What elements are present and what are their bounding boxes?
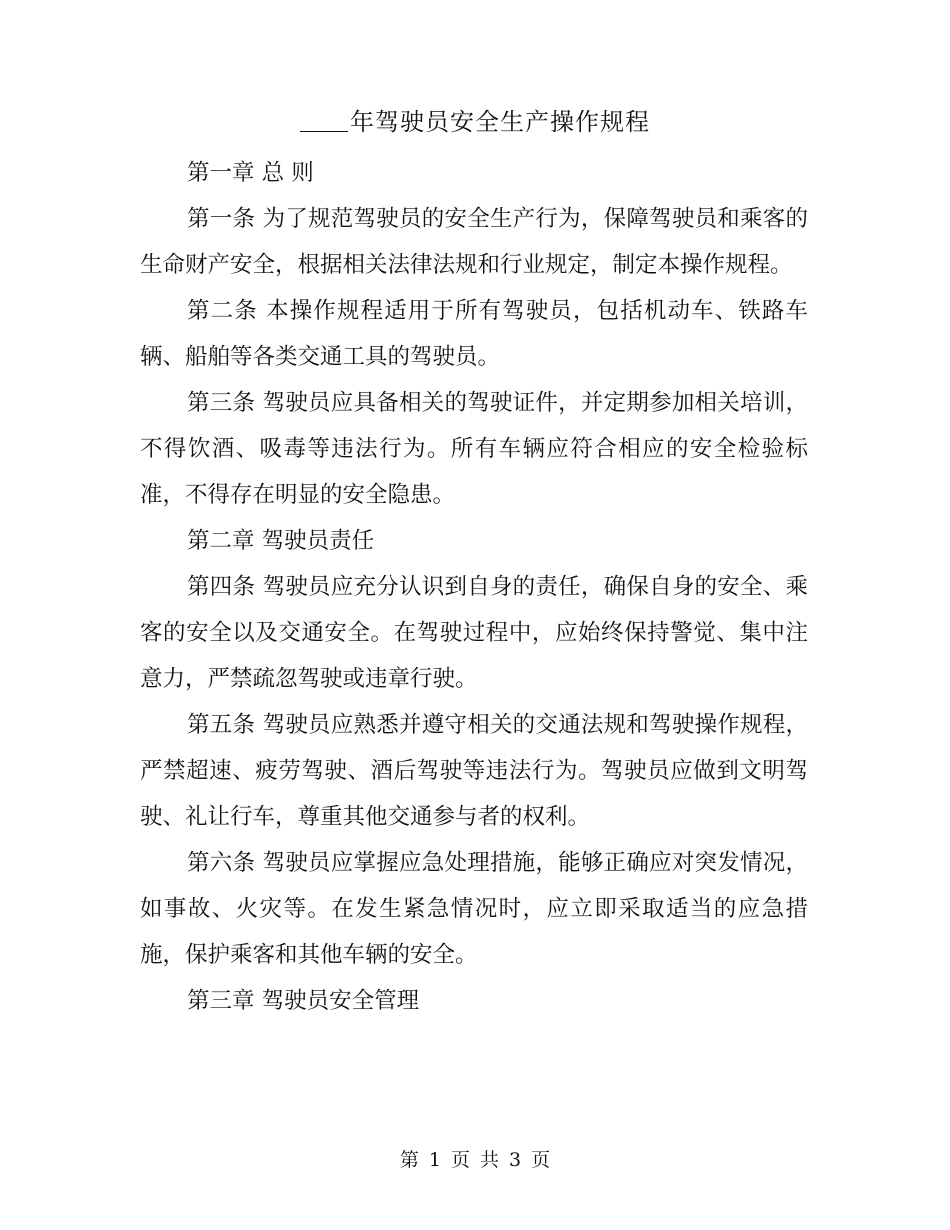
chapter-heading: 第三章 驾驶员安全管理 [187,988,420,1014]
article-paragraph: 第一条 为了规范驾驶员的安全生产行为，保障驾驶员和乘客的生命财产安全，根据相关法律法规和行业规定，制定本操作规程。 [140,206,808,278]
chapter-heading: 第一章 总 则 [187,160,314,186]
article-paragraph: 第五条 驾驶员应熟悉并遵守相关的交通法规和驾驶操作规程，严禁超速、疲劳驾驶、酒后驾驶等违法行为。驾驶员应做到文明驾驶、礼让行车，尊重其他交通参与者的权利。 [140,712,808,830]
document-body [140,150,808,1024]
title-blank-underline [300,109,348,132]
article-paragraph: 第二条 本操作规程适用于所有驾驶员，包括机动车、铁路车辆、船舶等各类交通工具的驾驶员。 [140,298,808,370]
article-paragraph: 第三条 驾驶员应具备相关的驾驶证件，并定期参加相关培训，不得饮酒、吸毒等违法行为。所有车辆应符合相应的安全检验标准，不得存在明显的安全隐患。 [140,390,808,508]
chapter-heading: 第二章 驾驶员责任 [187,528,375,554]
document-title [0,104,950,140]
document-title-text: 年驾驶员安全生产操作规程 [350,108,650,136]
page-number-footer: 第 1 页 共 3 页 [399,1149,551,1171]
article-paragraph: 第四条 驾驶员应充分认识到自身的责任，确保自身的安全、乘客的安全以及交通安全。在驾驶过程中，应始终保持警觉、集中注意力，严禁疏忽驾驶或违章行驶。 [140,574,808,692]
article-paragraph: 第六条 驾驶员应掌握应急处理措施，能够正确应对突发情况，如事故、火灾等。在发生紧急情况时，应立即采取适当的应急措施，保护乘客和其他车辆的安全。 [140,850,808,968]
